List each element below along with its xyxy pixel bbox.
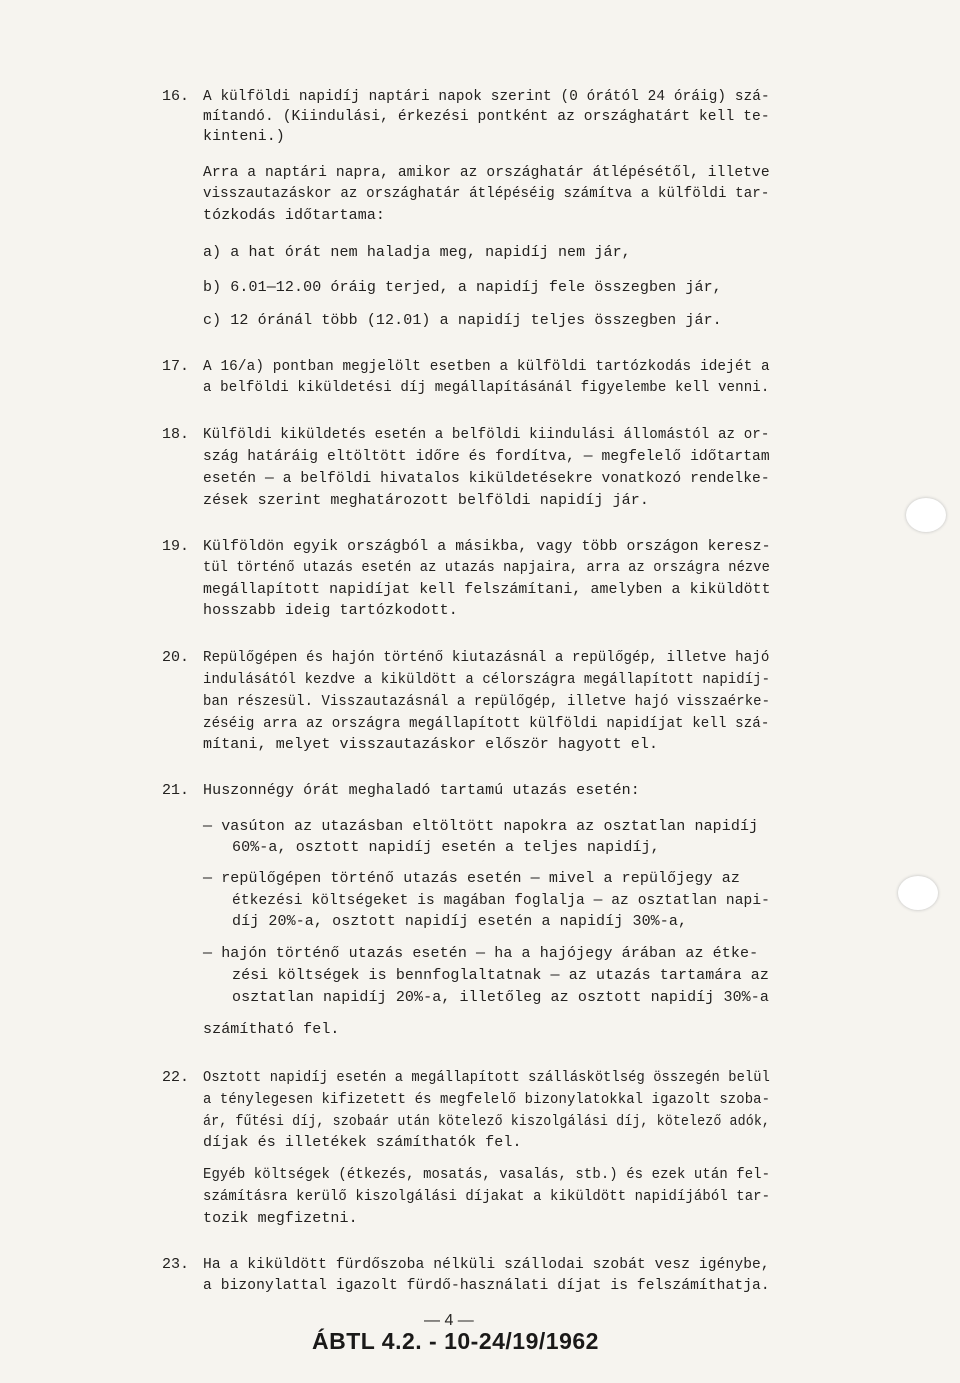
- section-number-21: 21.: [162, 782, 190, 799]
- scan-hole-mark: [898, 876, 938, 910]
- list-item-b: b) 6.01—12.00 óráig terjed, a napidíj fele összegben jár,: [203, 279, 722, 296]
- text-line: hosszabb ideig tartózkodott.: [203, 602, 458, 619]
- dash-item: — hajón történő utazás esetén — ha a hajójegy árában az étke-: [203, 945, 759, 962]
- text-line: indulásától kezdve a kiküldött a célországra megállapított napidíj-: [203, 671, 771, 688]
- text-line: ban részesül. Visszautazásnál a repülőgép, illetve hajó visszaérke-: [203, 693, 771, 710]
- text-line: A külföldi napidíj naptári napok szerint (0 órától 24 óráig) szá-: [203, 88, 770, 105]
- text-line: Repülőgépen és hajón történő kiutazásnál a repülőgép, illetve hajó: [203, 649, 770, 666]
- section-number-22: 22.: [162, 1069, 190, 1086]
- dash-item: — repülőgépen történő utazás esetén — mivel a repülőjegy az: [203, 870, 740, 887]
- text-line: étkezési költségeket is magában foglalja — az osztatlan napi-: [232, 892, 770, 909]
- text-line: szág határáig eltöltött időre és fordítva, — megfelelő időtartam: [203, 448, 770, 465]
- text-line: Egyéb költségek (étkezés, mosatás, vasalás, stb.) és ezek után fel-: [203, 1166, 771, 1183]
- text-line: zési költségek is bennfoglaltatnak — az utazás tartamára az: [232, 967, 769, 984]
- text-line: Külföldön egyik országból a másikba, vagy több országon keresz-: [203, 538, 771, 555]
- section-number-16: 16.: [162, 88, 190, 105]
- section-number-18: 18.: [162, 426, 190, 443]
- text-line: osztatlan napidíj 20%-a, illetőleg az osztott napidíj 30%-a: [232, 989, 769, 1006]
- text-line: a bizonylattal igazolt fürdő-használati díjat is felszámíthatja.: [203, 1277, 770, 1294]
- page-number: — 4 —: [424, 1312, 474, 1329]
- text-line: számításra kerülő kiszolgálási díjakat a kiküldött napidíjából tar-: [203, 1188, 771, 1205]
- list-item-a: a) a hat órát nem haladja meg, napidíj nem jár,: [203, 244, 631, 261]
- section-number-23: 23.: [162, 1256, 190, 1273]
- scan-hole-mark: [906, 498, 946, 532]
- text-line: tül történő utazás esetén az utazás napjaira, arra az országra nézve: [203, 559, 770, 576]
- text-line: Osztott napidíj esetén a megállapított szálláskötlség összegén belül: [203, 1069, 770, 1086]
- text-line: kinteni.): [203, 128, 285, 145]
- list-item-c: c) 12 óránál több (12.01) a napidíj teljes összegben jár.: [203, 312, 722, 329]
- archive-reference: ÁBTL 4.2. - 10-24/19/1962: [312, 1328, 599, 1354]
- text-line: a ténylegesen kifizetett és megfelelő bizonylatokkal igazolt szoba-: [203, 1091, 771, 1108]
- text-line: megállapított napidíjat kell felszámítani, amelyben a kiküldött: [203, 581, 771, 598]
- section-number-17: 17.: [162, 358, 190, 375]
- text-line: zéséig arra az országra megállapított külföldi napidíjat kell szá-: [203, 715, 770, 732]
- text-line: Arra a naptári napra, amikor az országhatár átlépésétől, illetve: [203, 164, 770, 181]
- text-line: tózkodás időtartama:: [203, 207, 386, 224]
- text-line: zések szerint meghatározott belföldi napidíj jár.: [203, 492, 649, 509]
- dash-item: — vasúton az utazásban eltöltött napokra az osztatlan napidíj: [203, 818, 759, 835]
- text-line: A 16/a) pontban megjelölt esetben a külföldi tartózkodás idejét a: [203, 358, 770, 375]
- text-line: ár, fűtési díj, szobaár után kötelező kiszolgálási díj, kötelező adók,: [203, 1113, 771, 1130]
- text-line: Külföldi kiküldetés esetén a belföldi kiindulási állomástól az or-: [203, 426, 770, 443]
- text-line: a belföldi kiküldetési díj megállapításánál figyelembe kell venni.: [203, 379, 770, 396]
- text-line: visszautazáskor az országhatár átlépéséig számítva a külföldi tar-: [203, 185, 770, 202]
- text-line: esetén — a belföldi hivatalos kiküldetésekre vonatkozó rendelke-: [203, 470, 770, 487]
- text-line: 60%-a, osztott napidíj esetén a teljes napidíj,: [232, 839, 660, 856]
- text-line: Huszonnégy órát meghaladó tartamú utazás esetén:: [203, 782, 640, 799]
- section-number-20: 20.: [162, 649, 190, 666]
- text-line: Ha a kiküldött fürdőszoba nélküli szállodai szobát vesz igénybe,: [203, 1256, 770, 1273]
- text-line: díjak és illetékek számíthatók fel.: [203, 1134, 522, 1151]
- section-number-19: 19.: [162, 538, 190, 555]
- text-line: tozik megfizetni.: [203, 1210, 358, 1227]
- text-line: számítható fel.: [203, 1021, 340, 1038]
- text-line: díj 20%-a, osztott napidíj esetén a napidíj 30%-a,: [232, 913, 688, 930]
- text-line: mítani, melyet visszautazáskor először hagyott el.: [203, 736, 659, 753]
- text-line: mítandó. (Kiindulási, érkezési pontként az országhatárt kell te-: [203, 108, 770, 125]
